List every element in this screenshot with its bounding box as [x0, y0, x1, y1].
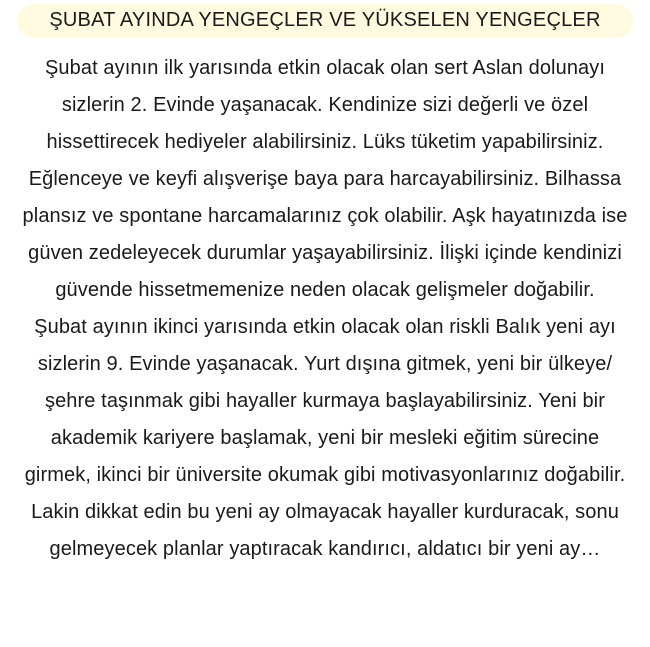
- text-line: sizlerin 2. Evinde yaşanacak. Kendinize sizi değerli ve özel: [61, 94, 589, 116]
- text-line: şehre taşınmak gibi hayaller kurmaya başlayabilirsiniz. Yeni bir: [44, 390, 605, 412]
- text-line: güvende hissetmemenize neden olacak gelişmeler doğabilir.: [55, 279, 595, 301]
- text-line: Şubat ayının ilk yarısında etkin olacak olan sert Aslan dolunayı: [44, 57, 606, 79]
- text-line: plansız ve spontane harcamalarınız çok olabilir. Aşk hayatınızda ise: [22, 205, 628, 227]
- body-text: [0, 50, 650, 568]
- text-line: sizlerin 9. Evinde yaşanacak. Yurt dışına gitmek, yeni bir ülkeye/: [37, 353, 613, 375]
- text-line: güven zedeleyecek durumlar yaşayabilirsiniz. İlişki içinde kendinizi: [28, 242, 622, 264]
- page-title: ŞUBAT AYINDA YENGEÇLER VE YÜKSELEN YENGEÇLER: [17, 4, 632, 38]
- text-line: Lakin dikkat edin bu yeni ay olmayacak hayaller kurduracak, sonu: [31, 501, 619, 523]
- text-line: gelmeyecek planlar yaptıracak kandırıcı, aldatıcı bir yeni ay…: [49, 538, 601, 560]
- text-line: akademik kariyere başlamak, yeni bir mesleki eğitim sürecine: [50, 427, 600, 449]
- text-line: girmek, ikinci bir üniversite okumak gibi motivasyonlarınız doğabilir.: [24, 464, 626, 486]
- text-line: Şubat ayının ikinci yarısında etkin olacak olan riskli Balık yeni ayı: [34, 316, 616, 338]
- text-line: hissettirecek hediyeler alabilirsiniz. Lüks tüketim yapabilirsiniz.: [46, 131, 604, 153]
- text-line: Eğlenceye ve keyfi alışverişe baya para harcayabilirsiniz. Bilhassa: [28, 168, 622, 190]
- title-container: [0, 4, 650, 38]
